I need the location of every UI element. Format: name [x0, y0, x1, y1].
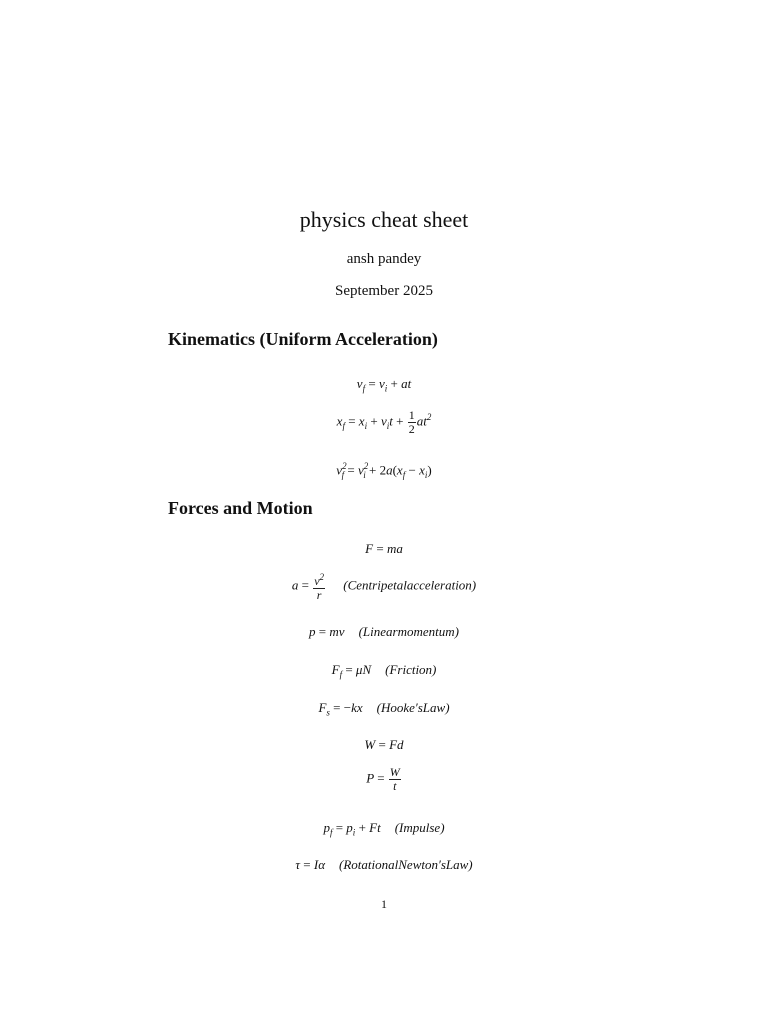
equation-note-centripetal: (Centripetalacceleration) [343, 577, 477, 593]
document-author: ansh pandey [346, 251, 422, 267]
document-date: September 2025 [335, 283, 433, 299]
equation-momentum: p = mv (Linearmomentum) [309, 624, 459, 639]
equation-note-hookes: (Hooke′sLaw) [376, 700, 450, 715]
equation-note-impulse: (Impulse) [394, 820, 445, 835]
equation-note-rotational: (RotationalNewton′sLaw) [339, 857, 473, 872]
equation-position: $x_f = x_i + v_it$ + $\frac{1}{2}$ $at^2$ [336, 408, 432, 436]
equation-note-momentum: (Linearmomentum) [358, 624, 459, 639]
equation-work: W = Fd [364, 737, 404, 752]
equation-newton-second-law: F = ma [365, 541, 403, 556]
equation-final-velocity: $v_f = v_i$ + at [356, 376, 412, 394]
equation-note-friction: (Friction) [385, 662, 437, 677]
equation-centripetal: a = $\frac{v^2}{r}$ (Centripetalacceleration) [291, 572, 477, 602]
document-title: physics cheat sheet [299, 207, 469, 232]
equation-friction: $F_f = \mu N$ (Friction) [331, 662, 437, 680]
equation-velocity-squared: $v^2_f = v^2_i + 2a(x_f - x_i)$ [336, 461, 432, 480]
equation-hookes-law: $F_s = -kx$ (Hooke′sLaw) [318, 700, 450, 718]
equation-power: P = $\frac{W}{t}$ [366, 765, 400, 793]
equation-impulse: $p_f = p_i + Ft$ (Impulse) [323, 820, 445, 838]
equation-rotational: τ = Iα (RotationalNewton′sLaw) [295, 857, 473, 872]
section-heading-kinematics: Kinematics (Uniform Acceleration) [168, 329, 438, 349]
section-heading-forces: Forces and Motion [168, 498, 313, 518]
page-number: 1 [381, 897, 387, 911]
